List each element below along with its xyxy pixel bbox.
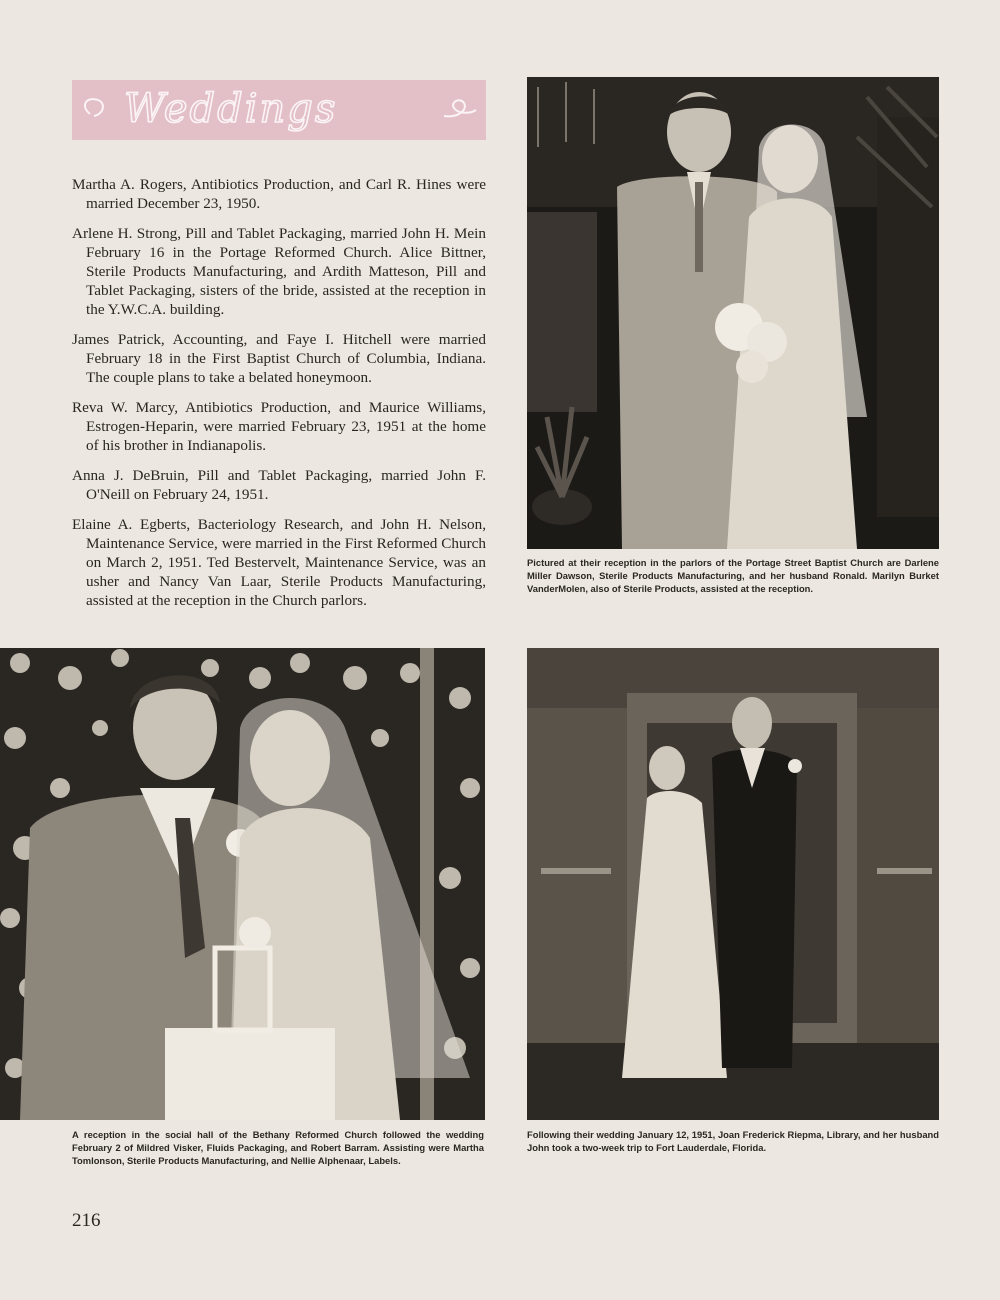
photo-caption: Following their wedding January 12, 1951, Joan Frederick Riepma, Library, and her husband John took a two-week trip to Fort Lauderdale, Florida. [527,1129,939,1153]
announcement-item: Martha A. Rogers, Antibiotics Production, and Carl R. Hines were married December 23, 1950. [72,176,486,212]
photo-bottom-right [527,648,939,1120]
announcement-item: Arlene H. Strong, Pill and Tablet Packaging, married John H. Mein February 16 in the Portage Reformed Church. Alice Bittner, Sterile Products Manufacturing, and Ardith Matteson, Pill and Tablet Packaging, sisters of the bride, assisted at the reception in the Y.W.C.A. building. [72,225,486,318]
announcement-item: Reva W. Marcy, Antibiotics Production, and Maurice Williams, Estrogen-Heparin, were married February 23, 1951 at the home of his brother in Indianapolis. [72,399,486,454]
page-number: 216 [72,1210,101,1231]
announcement-item: Elaine A. Egberts, Bacteriology Research, and John H. Nelson, Maintenance Service, were married in the First Reformed Church on March 2, 1951. Ted Bestervelt, Maintenance Service, was an usher and Nancy Van Laar, Sterile Products Manufacturing, assisted at the reception in the Church parlors. [72,516,486,609]
photo-top-right [527,77,939,549]
photo-caption: Pictured at their reception in the parlors of the Portage Street Baptist Church are Darlene Miller Dawson, Sterile Products Manufacturing, and her husband Ronald. Marilyn Burket VanderMolen, also of Sterile Products, assisted at the reception. [527,557,939,594]
announcement-item: Anna J. DeBruin, Pill and Tablet Packaging, married John F. O'Neill on February 24, 1951. [72,467,486,503]
section-banner [72,80,486,140]
announcement-item: James Patrick, Accounting, and Faye I. Hitchell were married February 18 in the First Baptist Church of Columbia, Indiana. The couple plans to take a belated honeymoon. [72,331,486,386]
banner-title: Weddings [124,86,338,132]
photo-bottom-left [0,648,485,1120]
photo-caption: A reception in the social hall of the Bethany Reformed Church followed the wedding February 2 of Mildred Visker, Fluids Packaging, and Robert Barram. Assisting were Martha Tomlonson, Sterile Products Manufacturing, and Nellie Alphenaar, Labels. [72,1129,484,1166]
wedding-announcements [72,175,486,621]
banner-flourish [72,80,486,140]
